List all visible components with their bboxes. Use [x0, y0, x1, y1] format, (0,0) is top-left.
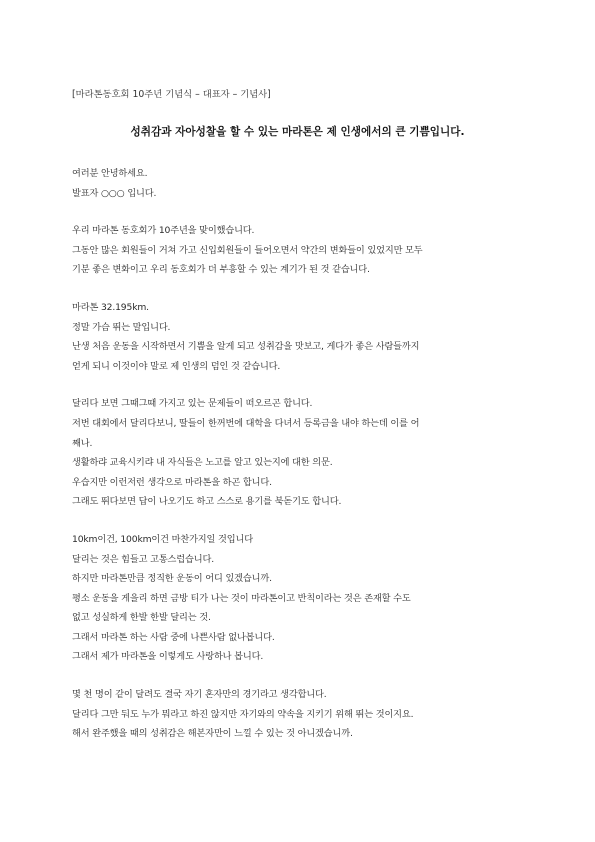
document-header: [마라톤동호회 10주년 기념식 – 대표자 – 기념사]: [72, 89, 271, 100]
text-line: 달리다 그만 둬도 누가 뭐라고 하진 않지만 자기와의 약속을 지키기 위해 뛰는 것이지요.: [72, 708, 414, 720]
paragraph: [72, 530, 528, 667]
text-line: 우리 마라톤 동호회가 10주년을 맞이했습니다.: [72, 225, 255, 237]
text-line: 발표자 ○○○ 입니다.: [72, 187, 157, 199]
text-line: 그래서 마라톤 하는 사람 중에 나쁜사람 없나봅니다.: [72, 631, 275, 643]
text-line: 그래도 뛰다보면 답이 나오기도 하고 스스로 용기를 북돋기도 합니다.: [72, 496, 342, 508]
text-line: 하지만 마라톤만큼 정직한 운동이 어디 있겠습니까.: [72, 573, 272, 585]
text-line: 얻게 되니 이것이야 말로 제 인생의 덤인 것 같습니다.: [72, 360, 281, 372]
text-line: 우습지만 이런저런 생각으로 마라톤을 하곤 합니다.: [72, 476, 272, 488]
text-line: 생활하랴 교육시키랴 내 자식들은 노고를 알고 있는지에 대한 의문.: [72, 457, 333, 469]
text-line: 해서 완주했을 때의 성취감은 해본자만이 느낄 수 있는 것 아니겠습니까.: [72, 728, 353, 740]
text-line: 난생 처음 운동을 시작하면서 기쁨을 알게 되고 성취감을 맛보고, 게다가 좋은 사람들까지: [72, 341, 420, 353]
text-line: 10km이건, 100km이건 마찬가지일 것입니다: [72, 533, 253, 545]
text-line: 저번 대회에서 달리다보니, 딸들이 한꺼번에 대학을 다녀서 등록금을 내야 하는데 이를 어: [72, 417, 420, 429]
text-line: 정말 가슴 뛰는 말입니다.: [72, 321, 171, 333]
text-line: 달리다 보면 그때그때 가지고 있는 문제들이 떠오르곤 합니다.: [72, 398, 313, 410]
text-line: 없고 성실하게 한발 한발 달리는 것.: [72, 612, 211, 624]
text-line: 여러분 안녕하세요.: [72, 168, 148, 179]
paragraph: [72, 221, 528, 280]
text-line: 째나.: [72, 437, 93, 449]
paragraph: [72, 298, 528, 376]
document-title: 성취감과 자아성찰을 할 수 있는 마라톤은 제 인생에서의 큰 기쁨입니다.: [130, 126, 465, 138]
text-line: 그래서 제가 마라톤을 이렇게도 사랑하나 봅니다.: [72, 651, 264, 663]
document-body: [72, 164, 528, 762]
text-line: 그동안 많은 회원들이 거쳐 가고 신입회원들이 들어오면서 약간의 변화들이 있었지만 모두: [72, 244, 423, 256]
text-line: 평소 운동을 게을리 하면 금방 티가 나는 것이 마라톤이고 반칙이라는 것은 존재할 수도: [72, 592, 411, 604]
paragraph: [72, 394, 528, 512]
text-line: 기분 좋은 변화이고 우리 동호회가 더 부흥할 수 있는 계기가 된 것 같습니다.: [72, 264, 370, 276]
text-line: 달리는 것은 힘들고 고통스럽습니다.: [72, 553, 214, 565]
text-line: 마라톤 32.195km.: [72, 301, 149, 313]
paragraph: [72, 164, 528, 203]
paragraph: [72, 685, 528, 744]
text-line: 몇 천 명이 같이 달려도 결국 자기 혼자만의 경기라고 생각합니다.: [72, 689, 327, 701]
